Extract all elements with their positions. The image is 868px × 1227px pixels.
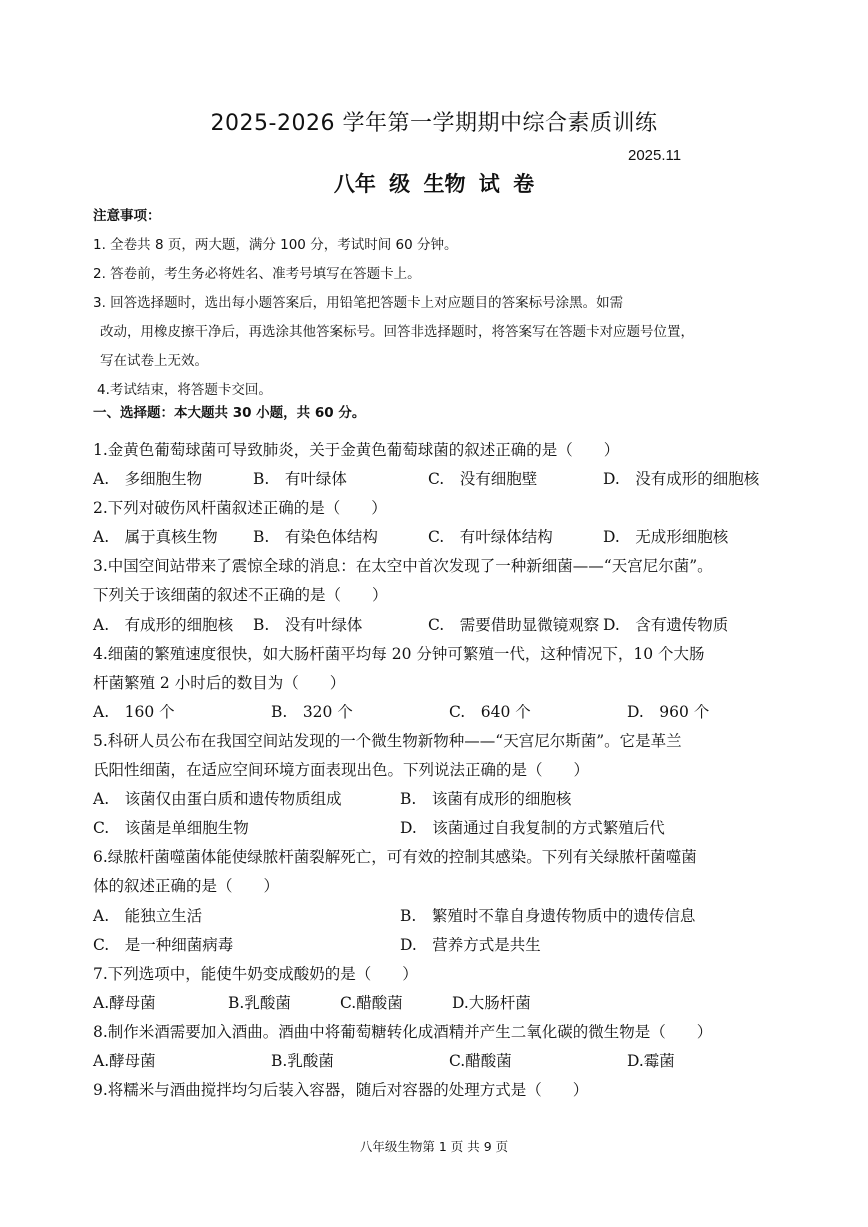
option-row — [93, 814, 793, 843]
note-item: 写在试卷上无效。 — [100, 353, 208, 369]
option-a[interactable]: A. 多细胞生物 — [93, 470, 203, 489]
question-stem: 2.下列对破伤风杆菌叙述正确的是（ ） — [93, 499, 387, 518]
question-stem: 7.下列选项中，能使牛奶变成酸奶的是（ ） — [93, 964, 418, 983]
option-d[interactable]: D.霉菌 — [627, 1051, 675, 1070]
option-d[interactable]: D. 没有成形的细胞核 — [603, 470, 760, 489]
option-d[interactable]: D. 960 个 — [627, 702, 710, 721]
question-stem: 体的叙述正确的是（ ） — [93, 877, 280, 896]
option-a[interactable]: C. 该菌是单细胞生物 — [93, 819, 249, 838]
option-b[interactable]: B. 没有叶绿体 — [253, 615, 363, 634]
question-stem: 下列关于该细菌的叙述不正确的是（ ） — [93, 586, 388, 605]
note-item: 1. 全卷共 8 页，两大题，满分 100 分，考试时间 60 分钟。 — [93, 237, 458, 253]
option-b[interactable]: B.乳酸菌 — [228, 993, 291, 1012]
question-stem: 5.科研人员公布在我国空间站发现的一个微生物新物种——“天宫尼尔斯菌”。它是革兰 — [93, 731, 682, 750]
option-b[interactable]: B. 有叶绿体 — [253, 470, 347, 489]
option-row — [93, 1047, 793, 1076]
section-title: 一、选择题：本大题共 30 小题，共 60 分。 — [93, 405, 366, 421]
option-c[interactable]: C. 有叶绿体结构 — [428, 528, 553, 547]
option-a[interactable]: A. 能独立生活 — [93, 906, 203, 925]
question-stem: 6.绿脓杆菌噬菌体能使绿脓杆菌裂解死亡，可有效的控制其感染。下列有关绿脓杆菌噬菌 — [93, 848, 697, 867]
option-row — [93, 523, 793, 552]
option-a[interactable]: A.酵母菌 — [93, 993, 156, 1012]
notes-heading: 注意事项： — [93, 208, 161, 224]
question-stem: 杆菌繁殖 2 小时后的数目为（ ） — [93, 673, 346, 692]
option-c[interactable]: C. 640 个 — [449, 702, 531, 721]
option-a[interactable]: A. 该菌仅由蛋白质和遗传物质组成 — [93, 790, 342, 809]
option-a[interactable]: A. 属于真核生物 — [93, 528, 218, 547]
option-b[interactable]: D. 营养方式是共生 — [400, 935, 541, 954]
option-c[interactable]: C. 没有细胞壁 — [428, 470, 538, 489]
option-row — [93, 989, 793, 1018]
option-b[interactable]: B. 繁殖时不靠自身遗传物质中的遗传信息 — [400, 906, 696, 925]
option-a[interactable]: A. 有成形的细胞核 — [93, 615, 234, 634]
question-stem: 氏阳性细菌，在适应空间环境方面表现出色。下列说法正确的是（ ） — [93, 761, 590, 780]
question-stem: 9.将糯米与酒曲搅拌均匀后装入容器，随后对容器的处理方式是（ ） — [93, 1081, 589, 1100]
option-d[interactable]: D. 含有遗传物质 — [603, 615, 729, 634]
question-stem: 8.制作米酒需要加入酒曲。酒曲中将葡萄糖转化成酒精并产生二氧化碳的微生物是（ ） — [93, 1022, 713, 1041]
note-item: 4.考试结束，将答题卡交回。 — [97, 382, 272, 398]
option-d[interactable]: D.大肠杆菌 — [452, 993, 531, 1012]
exam-title: 2025-2026 学年第一学期期中综合素质训练 — [210, 111, 658, 136]
option-b[interactable]: B. 有染色体结构 — [253, 528, 378, 547]
option-c[interactable]: C. 需要借助显微镜观察 — [428, 615, 600, 634]
exam-date: 2025.11 — [628, 147, 682, 164]
note-item: 3. 回答选择题时，选出每小题答案后，用铅笔把答题卡上对应题目的答案标号涂黑。如需 — [93, 295, 624, 311]
option-b[interactable]: B. 该菌有成形的细胞核 — [400, 790, 572, 809]
question-stem: 1.金黄色葡萄球菌可导致肺炎，关于金黄色葡萄球菌的叙述正确的是（ ） — [93, 441, 620, 459]
option-c[interactable]: C.醋酸菌 — [449, 1051, 512, 1070]
page-footer: 八年级生物第 1 页 共 9 页 — [359, 1139, 509, 1154]
option-d[interactable]: D. 无成形细胞核 — [603, 528, 729, 547]
option-a[interactable]: C. 是一种细菌病毒 — [93, 935, 234, 954]
question-list — [93, 436, 793, 1105]
option-b[interactable]: B.乳酸菌 — [271, 1051, 334, 1070]
option-row — [93, 465, 793, 494]
note-item: 改动，用橡皮擦干净后，再选涂其他答案标号。回答非选择题时，将答案写在答题卡对应题号位置， — [100, 324, 694, 340]
option-a[interactable]: A. 160 个 — [93, 702, 175, 721]
option-b[interactable]: B. 320 个 — [271, 702, 353, 721]
option-a[interactable]: A.酵母菌 — [93, 1051, 156, 1070]
question-stem: 3.中国空间站带来了震惊全球的消息：在太空中首次发现了一种新细菌——“天宫尼尔菌”。 — [93, 557, 713, 576]
option-c[interactable]: C.醋酸菌 — [340, 993, 403, 1012]
note-item: 2. 答卷前，考生务必将姓名、准考号填写在答题卡上。 — [93, 266, 421, 282]
notes-section — [93, 202, 793, 405]
option-row — [93, 698, 793, 727]
option-row — [93, 611, 793, 640]
option-b[interactable]: D. 该菌通过自我复制的方式繁殖后代 — [400, 819, 665, 838]
option-row — [93, 931, 793, 960]
option-row — [93, 902, 793, 931]
option-row — [93, 785, 793, 814]
question-stem: 4.细菌的繁殖速度很快，如大肠杆菌平均每 20 分钟可繁殖一代，这种情况下，10 个大肠 — [93, 644, 705, 663]
exam-subtitle: 八年 级 生物 试 卷 — [333, 172, 535, 196]
